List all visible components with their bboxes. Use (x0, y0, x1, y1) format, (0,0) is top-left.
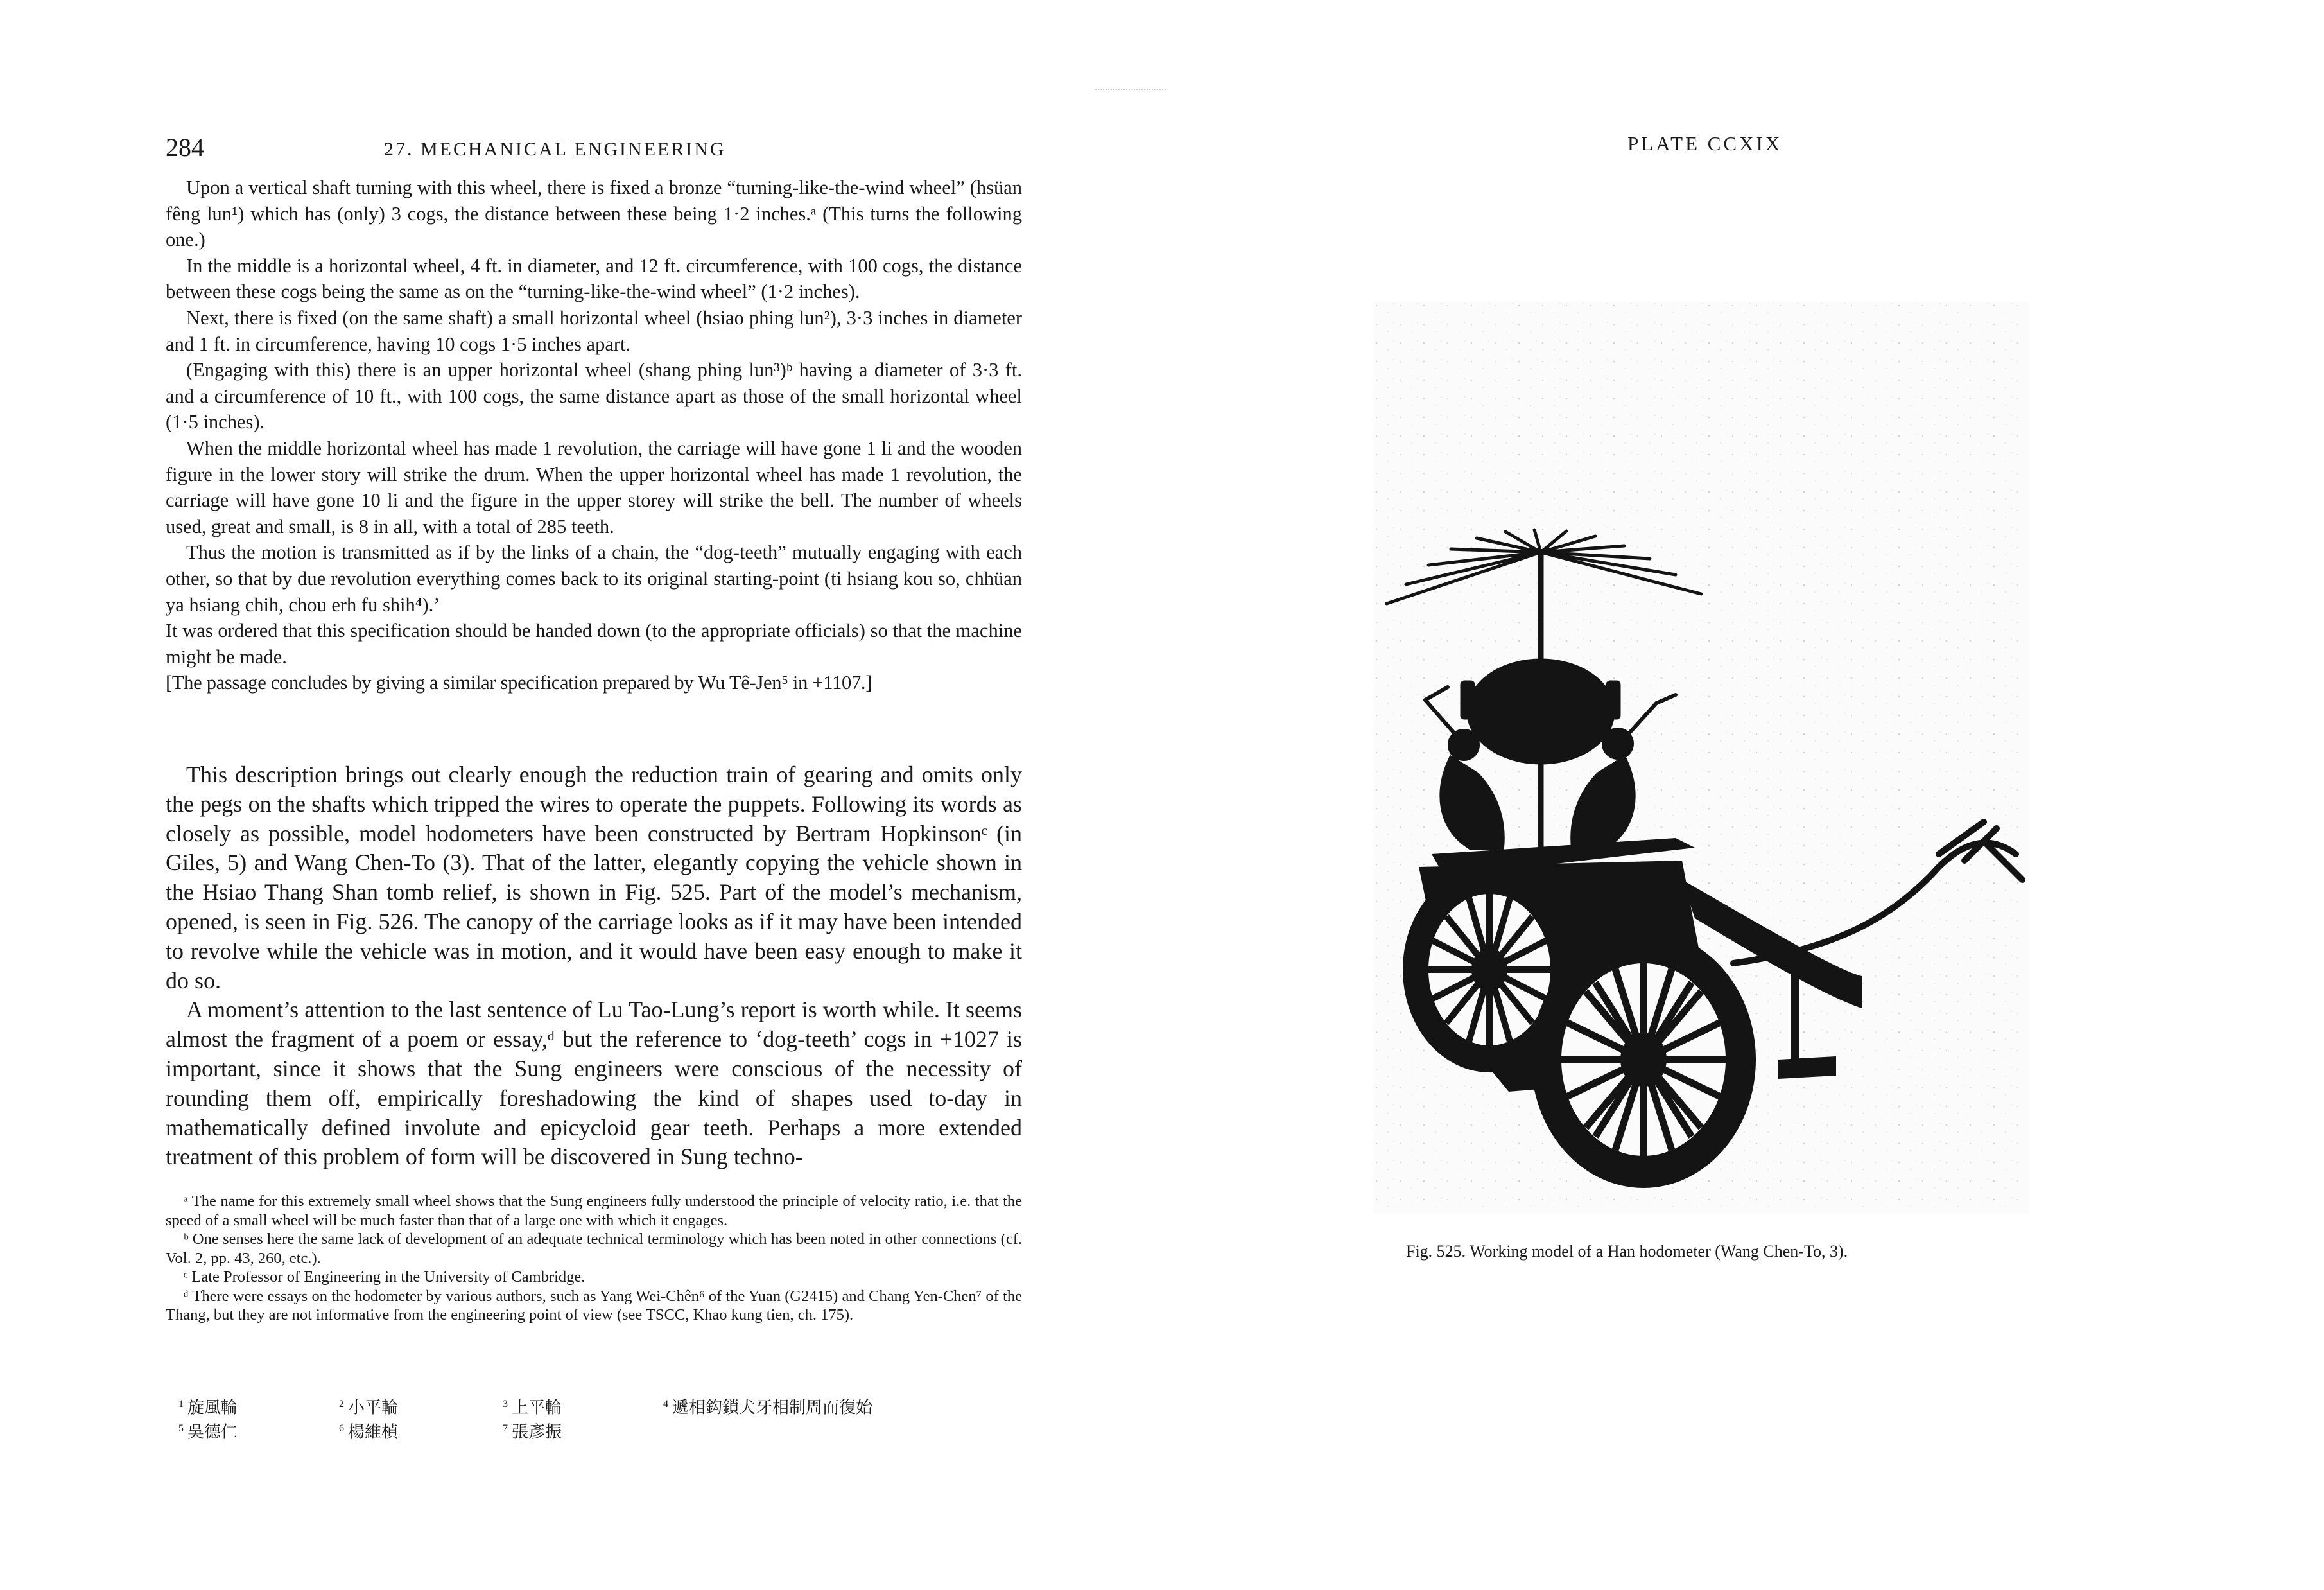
figure-caption: Fig. 525. Working model of a Han hodometer (Wang Chen-To, 3). (1406, 1242, 1848, 1261)
body-paragraph: This description brings out clearly enough the reduction train of gearing and omits only the pegs on the shafts which tripped the wires to operate the puppets. Following its words as closely as possible, model hodometers have been constructed by Bertram Hopkinsonᶜ (in Giles, 5) and Wang Chen-To (3). That of the latter, elegantly copying the vehicle shown in the Hsiao Thang Shan tomb relief, is shown in Fig. 525. Part of the model’s mechanism, opened, is seen in Fig. 526. The canopy of the carriage looks as if it may have been intended to revolve while the vehicle was in motion, and it would have been easy enough to make it do so. (166, 762, 1022, 993)
character-note: $^5$ 吳德仁 (178, 1422, 238, 1442)
quote-paragraph: Thus the motion is transmitted as if by the links of a chain, the “dog-teeth” mutually engaging with each other, so that by due revolution everything comes back to its original starting-point (ti hsiang kou so, chhüan ya hsiang chih, chou erh fu shih⁴).’ (166, 541, 1022, 616)
body-text (166, 760, 1022, 1172)
character-notes (166, 1392, 1022, 1441)
footnotes (166, 1192, 1022, 1325)
quote-paragraph: When the middle horizontal wheel has made 1 revolution, the carriage will have gone 1 li and the wooden figure in the lower story will strike the drum. When the upper horizontal wheel has made 1 revolution, the carriage will have gone 10 li and the figure in the upper storey will strike the bell. The number of wheels used, great and small, is 8 in all, with a total of 285 teeth. (166, 437, 1022, 537)
right-page (1162, 0, 2324, 1590)
plate-title: PLATE CCXIX (1627, 132, 1783, 155)
character-note: $^1$ 旋風輪 (178, 1398, 238, 1417)
character-note: $^3$ 上平輪 (503, 1398, 562, 1417)
footnote: ᵃ The name for this extremely small wheel shows that the Sung engineers fully understood the principle of velocity ratio, i.e. that the speed of a small wheel will be much faster than that of a large one with which it engages. (166, 1192, 1022, 1229)
hodometer-photo (1374, 302, 2029, 1214)
quoted-specification (166, 175, 1022, 696)
footnote: ᶜ Late Professor of Engineering in the University of Cambridge. (184, 1268, 585, 1286)
quote-paragraph: In the middle is a horizontal wheel, 4 ft. in diameter, and 12 ft. circumference, with 100 cogs, the distance between these cogs being the same as on the “turning-like-the-wind wheel” (1·2 inches). (166, 254, 1022, 303)
editorial-note: [The passage concludes by giving a similar specification prepared by Wu Tê-Jen⁵ in +1107.] (166, 672, 872, 694)
running-head (166, 132, 1022, 164)
hodometer-silhouette (1374, 302, 2029, 1214)
character-notes-row (166, 1392, 1022, 1417)
character-note: $^6$ 楊維楨 (339, 1422, 399, 1442)
character-note: $^2$ 小平輪 (339, 1398, 399, 1417)
chapter-title: 27. MECHANICAL ENGINEERING (384, 139, 726, 160)
footnote: ᵇ One senses here the same lack of development of an adequate technical terminology which has been noted in other connections (cf. Vol. 2, pp. 43, 260, etc.). (166, 1230, 1022, 1267)
quote-paragraph: It was ordered that this specification should be handed down (to the appropriate officials) so that the machine might be made. (166, 620, 1022, 668)
gutter-mark (1095, 89, 1166, 91)
quote-paragraph: (Engaging with this) there is an upper horizontal wheel (shang phing lun³)ᵇ having a diameter of 3·3 ft. and a circumference of 10 ft., with 100 cogs, the same distance apart as those of the small horizontal wheel (1·5 inches). (166, 359, 1022, 433)
footnote: ᵈ There were essays on the hodometer by various authors, such as Yang Wei-Chên⁶ of the Yuan (G2415) and Chang Yen-Chen⁷ of the Thang, but they are not informative from the engineering point of view (see TSCC, Khao kung tien, ch. 175). (166, 1287, 1022, 1324)
character-note: $^4$ 遞相鈎鎖犬牙相制周而復始 (663, 1398, 873, 1417)
front-wheel (1531, 931, 1756, 1188)
body-paragraph: A moment’s attention to the last sentence of Lu Tao-Lung’s report is worth while. It seems almost the fragment of a poem or essay,ᵈ but the reference to ‘dog-teeth’ cogs in +1027 is important, since it shows that the Sung engineers were conscious of the necessity of rounding them off, empirically foreshadowing the kind of shapes used to-day in mathematically defined involute and epicycloid gear teeth. Perhaps a more extended treatment of this problem of form will be discovered in Sung techno- (166, 997, 1022, 1170)
page-number: 284 (166, 133, 204, 162)
character-note: $^7$ 張彥振 (503, 1422, 562, 1442)
quote-paragraph: Upon a vertical shaft turning with this wheel, there is fixed a bronze “turning-like-the-wind wheel” (hsüan fêng lun¹) which has (only) 3 cogs, the distance between these being 1·2 inches.ᵃ (This turns the following one.) (166, 177, 1022, 251)
quote-paragraph: Next, there is fixed (on the same shaft) a small horizontal wheel (hsiao phing lun²), 3·3 inches in diameter and 1 ft. in circumference, having 10 cogs 1·5 inches apart. (166, 306, 1022, 355)
character-notes-row (166, 1417, 1022, 1441)
